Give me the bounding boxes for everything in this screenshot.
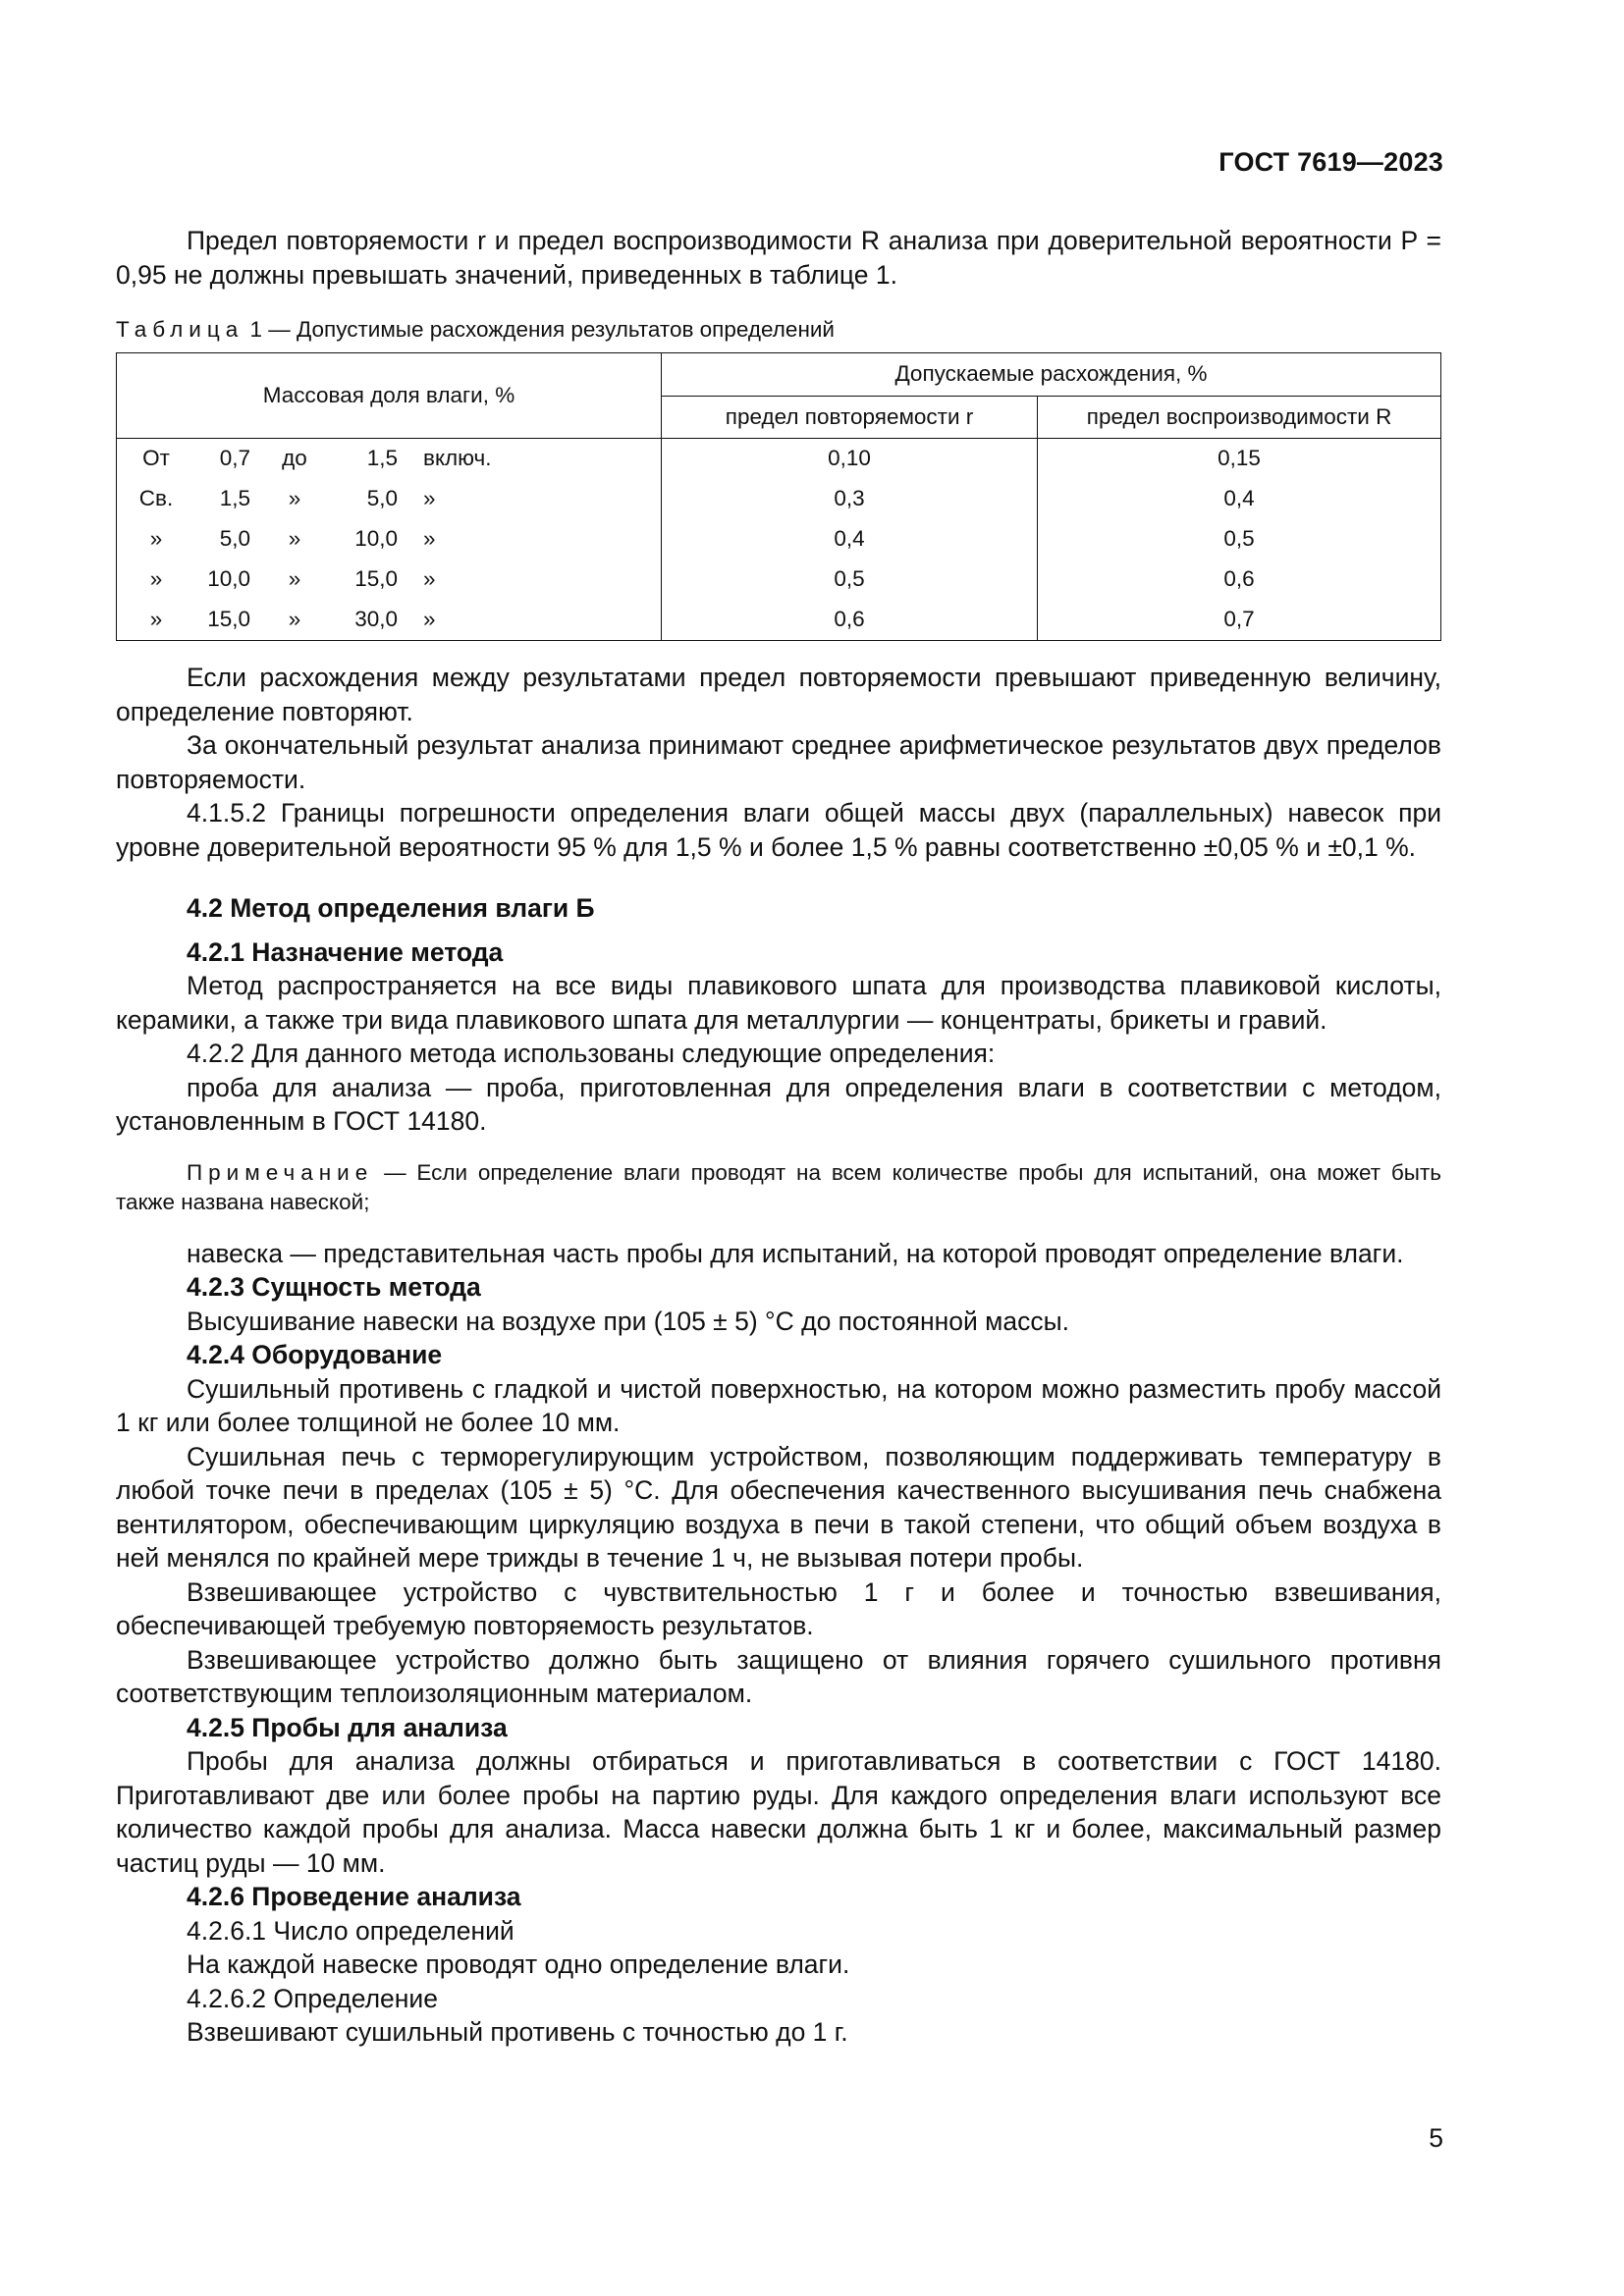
paragraph-limits: Предел повторяемости r и предел воспроизводимости R анализа при доверительной вероятности P = 0,95 не должны превышать значений, приведенных в таблице 1. [116, 226, 1441, 290]
paragraph: Сушильный противень с гладкой и чистой поверхностью, на котором можно разместить пробу массой 1 кг или более толщиной не более 10 мм. [116, 1373, 1441, 1437]
paragraph: Взвешивающее устройство должно быть защищено от влияния горячего сушильного противня соответствующим теплоизоляционным материалом. [116, 1644, 1441, 1708]
column-header-repeatability: предел повторяемости r [662, 396, 1038, 439]
cell-repeatability: 0,4 [662, 519, 1038, 560]
cell-mass-range: Св. 1,5 » 5,0 » [117, 479, 662, 519]
cell-mass-range: » 10,0 » 15,0 » [117, 560, 662, 600]
table-caption-word: Таблица [116, 317, 244, 342]
note-label: Примечание [187, 1159, 374, 1185]
paragraph: Сушильная печь с терморегулирующим устройством, позволяющим поддерживать температуру в любой точке печи в пределах (105 ± 5) °С. Для обеспечения качественного высушивания печь снабжена вентилятором, обеспечивающим циркуляцию воздуха в печи в такой степени, что общий объем воздуха в ней менялся по крайней мере трижды в течение 1 ч, не вызывая потери пробы. [116, 1441, 1441, 1573]
note-text: — Если определение влаги проводят на всем количестве пробы для испытаний, она может быть также названа навеской; [116, 1159, 1441, 1214]
paragraph: 4.2.6.1 Число определений [187, 1915, 514, 1946]
table-caption-text: 1 — Допустимые расхождения результатов определений [249, 317, 836, 342]
column-header-mass: Массовая доля влаги, % [117, 353, 662, 439]
table-row [117, 560, 1441, 600]
paragraph: Взвешивающее устройство с чувствительностью 1 г и более и точностью взвешивания, обеспечивающей требуемую повторяемость результатов. [116, 1576, 1441, 1640]
paragraph: 4.2.6.2 Определение [187, 1983, 438, 2013]
column-header-reproducibility: предел воспроизводимости R [1038, 396, 1441, 439]
section-heading-4-2: 4.2 Метод определения влаги Б [187, 893, 595, 923]
table-row [117, 519, 1441, 560]
paragraph: Взвешивают сушильный противень с точностью до 1 г. [187, 2017, 848, 2047]
paragraph: Высушивание навески на воздухе при (105 ± 5) °С до постоянной массы. [187, 1306, 1069, 1336]
paragraph: навеска — представительная часть пробы для испытаний, на которой проводят определение влаги. [187, 1238, 1404, 1268]
cell-reproducibility: 0,15 [1038, 439, 1441, 480]
page-number: 5 [1429, 2123, 1443, 2153]
cell-repeatability: 0,5 [662, 560, 1038, 600]
document-header: ГОСТ 7619—2023 [1218, 147, 1443, 177]
cell-repeatability: 0,3 [662, 479, 1038, 519]
section-heading-4-2-6: 4.2.6 Проведение анализа [187, 1882, 521, 1911]
section-heading-4-2-4: 4.2.4 Оборудование [187, 1340, 443, 1369]
paragraph: 4.2.2 Для данного метода использованы следующие определения: [187, 1039, 996, 1068]
cell-reproducibility: 0,6 [1038, 560, 1441, 600]
table-caption [116, 315, 1441, 345]
document-body [116, 224, 1441, 2050]
paragraph: проба для анализа — проба, приготовленная для определения влаги в соответствии с методом, установленным в ГОСТ 14180. [116, 1072, 1441, 1136]
table-row [117, 439, 1441, 480]
paragraph: 4.1.5.2 Границы погрешности определения влаги общей массы двух (параллельных) навесок при уровне доверительной вероятности 95 % для 1,5 % и более 1,5 % равны соответственно ±0,05 % и ±0,1 %. [116, 798, 1441, 862]
cell-repeatability: 0,6 [662, 600, 1038, 641]
cell-reproducibility: 0,5 [1038, 519, 1441, 560]
paragraph: На каждой навеске проводят одно определение влаги. [187, 1949, 850, 1979]
tolerance-table [116, 352, 1441, 641]
section-heading-4-2-5: 4.2.5 Пробы для анализа [187, 1712, 508, 1742]
section-heading-4-2-1: 4.2.1 Назначение метода [187, 936, 504, 967]
table-row [117, 600, 1441, 641]
cell-reproducibility: 0,4 [1038, 479, 1441, 519]
cell-mass-range: » 5,0 » 10,0 » [117, 519, 662, 560]
paragraph: За окончательный результат анализа принимают среднее арифметическое результатов двух пределов повторяемости. [116, 730, 1441, 794]
cell-mass-range: » 15,0 » 30,0 » [117, 600, 662, 641]
cell-reproducibility: 0,7 [1038, 600, 1441, 641]
column-header-group: Допускаемые расхождения, % [662, 353, 1441, 397]
note [116, 1158, 1441, 1217]
paragraph: Пробы для анализа должны отбираться и приготавливаться в соответствии с ГОСТ 14180. Приготавливают две или более пробы на партию руды. Для каждого определения влаги используют все количество каждой пробы для анализа. Масса навески должна быть 1 кг и более, максимальный размер частиц руды — 10 мм. [116, 1746, 1441, 1878]
section-heading-4-2-3: 4.2.3 Сущность метода [187, 1272, 481, 1302]
cell-repeatability: 0,10 [662, 439, 1038, 480]
cell-mass-range: От 0,7 до 1,5 включ. [117, 439, 662, 480]
paragraph: Метод распространяется на все виды плавикового шпата для производства плавиковой кислоты, керамики, а также три вида плавикового шпата для металлургии — концентраты, брикеты и гравий. [116, 971, 1441, 1035]
paragraph: Если расхождения между результатами предел повторяемости превышают приведенную величину, определение повторяют. [116, 663, 1441, 726]
table-row [117, 479, 1441, 519]
